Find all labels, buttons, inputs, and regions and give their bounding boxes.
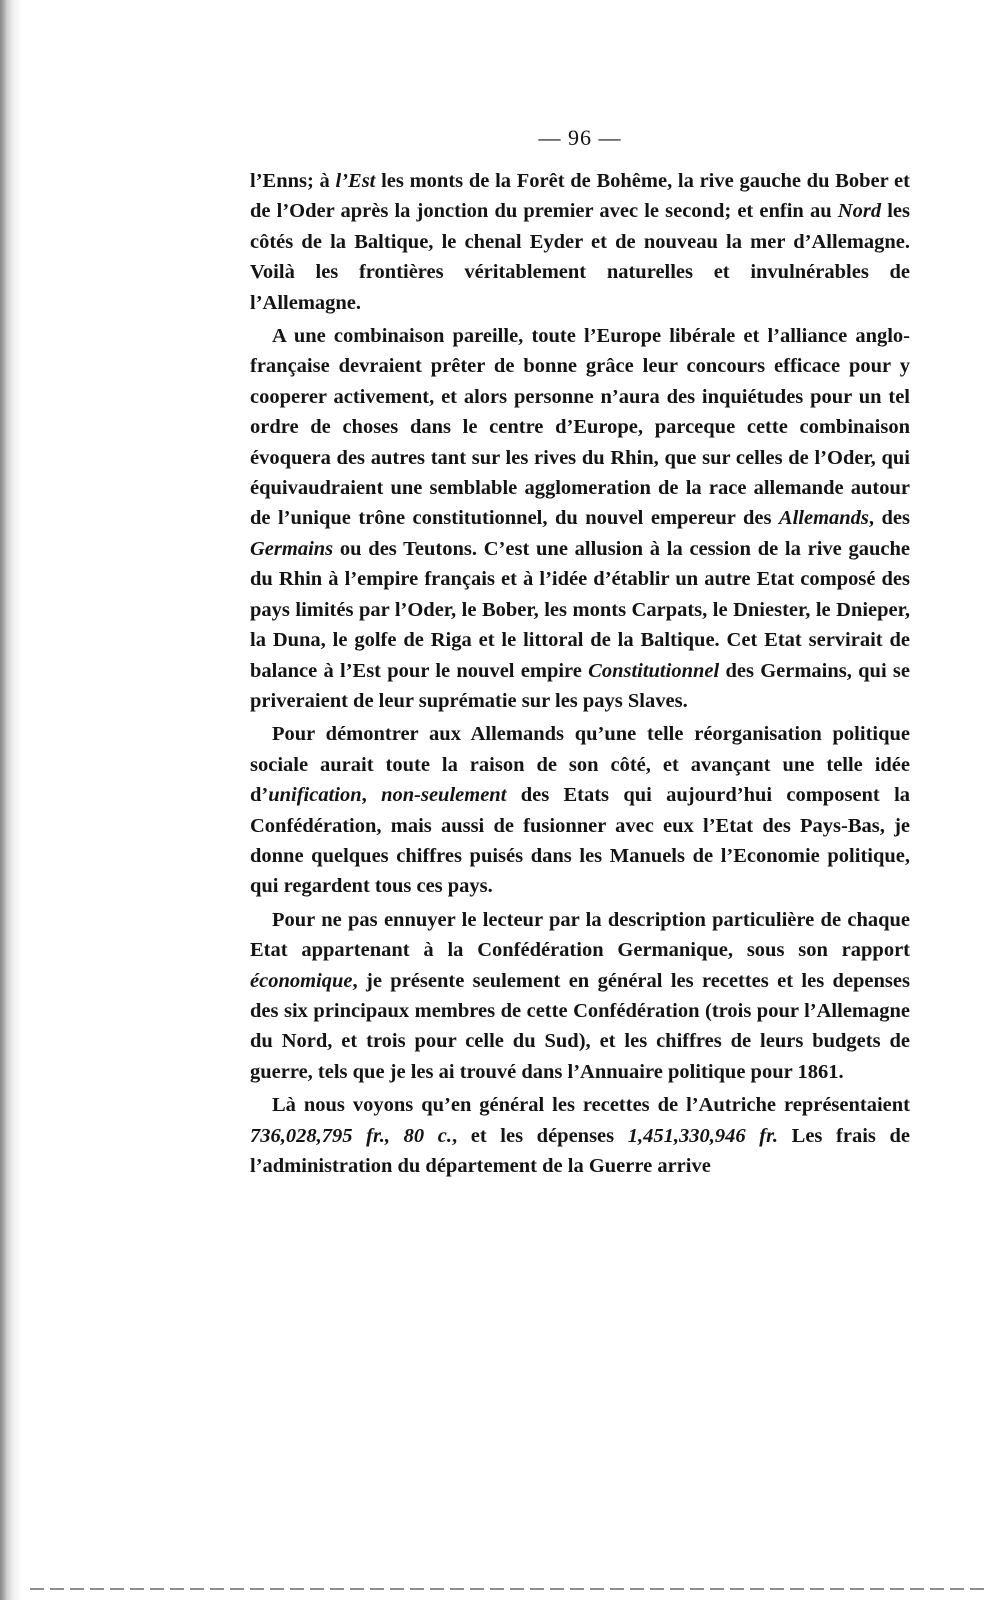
italic-text: 736,028,795 fr., 80 c. (250, 1124, 452, 1147)
text-run: Pour démontrer aux Allemands qu’une telle réorganisation politique sociale aurait toute la raison de son côté, et avançant une telle idée d’ (250, 723, 910, 807)
text-run: l’Enns; à (250, 170, 336, 192)
italic-text: 1,451,330,946 fr. (627, 1124, 779, 1147)
italic-text: non-seulement (381, 784, 507, 807)
text-run: , des (868, 507, 911, 530)
italic-text: unification (268, 784, 362, 807)
book-binding-edge (0, 0, 22, 1600)
italic-text: Nord (837, 200, 882, 223)
text-run: Là nous voyons qu’en général les recettes de l’Autriche représentaient (272, 1094, 910, 1117)
text-run: les côtés de la Baltique, le chenal Eyder et de nouveau la mer d’Allemagne. Voilà les frontières véritablement naturelles et invulnérables de l’Allemagne. (250, 200, 910, 314)
text-run: ou des Teutons. C’est une allusion à la cession de la rive gauche du Rhin à l’empire français et à l’idée d’établir un autre Etat composé des pays limités par l’Oder, le Bober, les monts Carpats, le Dniester, le Dnieper, la Duna, le golfe de Riga et le littoral de la Baltique. Cet Etat servirait de balance à l’Est pour le nouvel empire (250, 537, 910, 682)
text-run: , (361, 784, 382, 807)
italic-text: économique (250, 969, 353, 992)
italic-text: Constitutionnel (588, 659, 720, 682)
text-run: des Germains, qui se priveraient de leur suprématie sur les pays Slaves. (250, 659, 910, 712)
paragraph-1 (250, 166, 910, 318)
text-run: des Etats qui aujourd’hui composent la Confédération, mais aussi de fusionner avec eux l’Etat des Pays-Bas, je donne quelques chiffres puisés dans les Manuels de l’Economie politique, qui regardent tous ces pays. (250, 784, 911, 898)
text-run: Les frais de l’administration du département de la Guerre arrive (250, 1124, 910, 1177)
page-number: — 96 — (538, 125, 622, 150)
bottom-scan-edge (30, 1588, 990, 1590)
paragraph-5 (250, 1090, 910, 1181)
text-run: les monts de la Forêt de Bohême, la rive gauche du Bober et de l’Oder après la jonction du premier avec le second; et enfin au (250, 170, 910, 223)
text-run: Pour ne pas ennuyer le lecteur par la description particulière de chaque Etat appartenant à la Confédération Germanique, sous son rapport (250, 908, 910, 962)
text-run: A une combinaison pareille, toute l’Europe libérale et l’alliance anglo-française devraient prêter de bonne grâce leur concours efficace pour y cooperer activement, et alors personne n’aura des inquiétudes pour un tel ordre de choses dans le centre d’Europe, parceque cette combinaison évoquera des autres tant sur les rives du Rhin, que sur celles de l’Oder, qui équivaudraient une semblable agglomeration de la race allemande autour de l’unique trône constitutionnel, du nouvel empereur des (250, 325, 910, 530)
italic-text: Germains (250, 537, 334, 560)
italic-text: l’Est (335, 170, 376, 192)
paragraph-2 (250, 321, 910, 716)
paragraph-4 (250, 905, 910, 1087)
text-run: , je présente seulement en général les recettes et les depenses des six principaux membres de cette Confédération (trois pour l’Allemagne du Nord, et trois pour celle du Sud), et les chiffres de leurs budgets de guerre, tels que je les ai trouvé dans l’Annuaire politique pour 1861. (250, 969, 910, 1083)
italic-text: Allemands (778, 507, 869, 530)
paragraph-3 (250, 719, 910, 901)
text-run: , et les dépenses (452, 1124, 628, 1147)
body-text (250, 166, 910, 1181)
